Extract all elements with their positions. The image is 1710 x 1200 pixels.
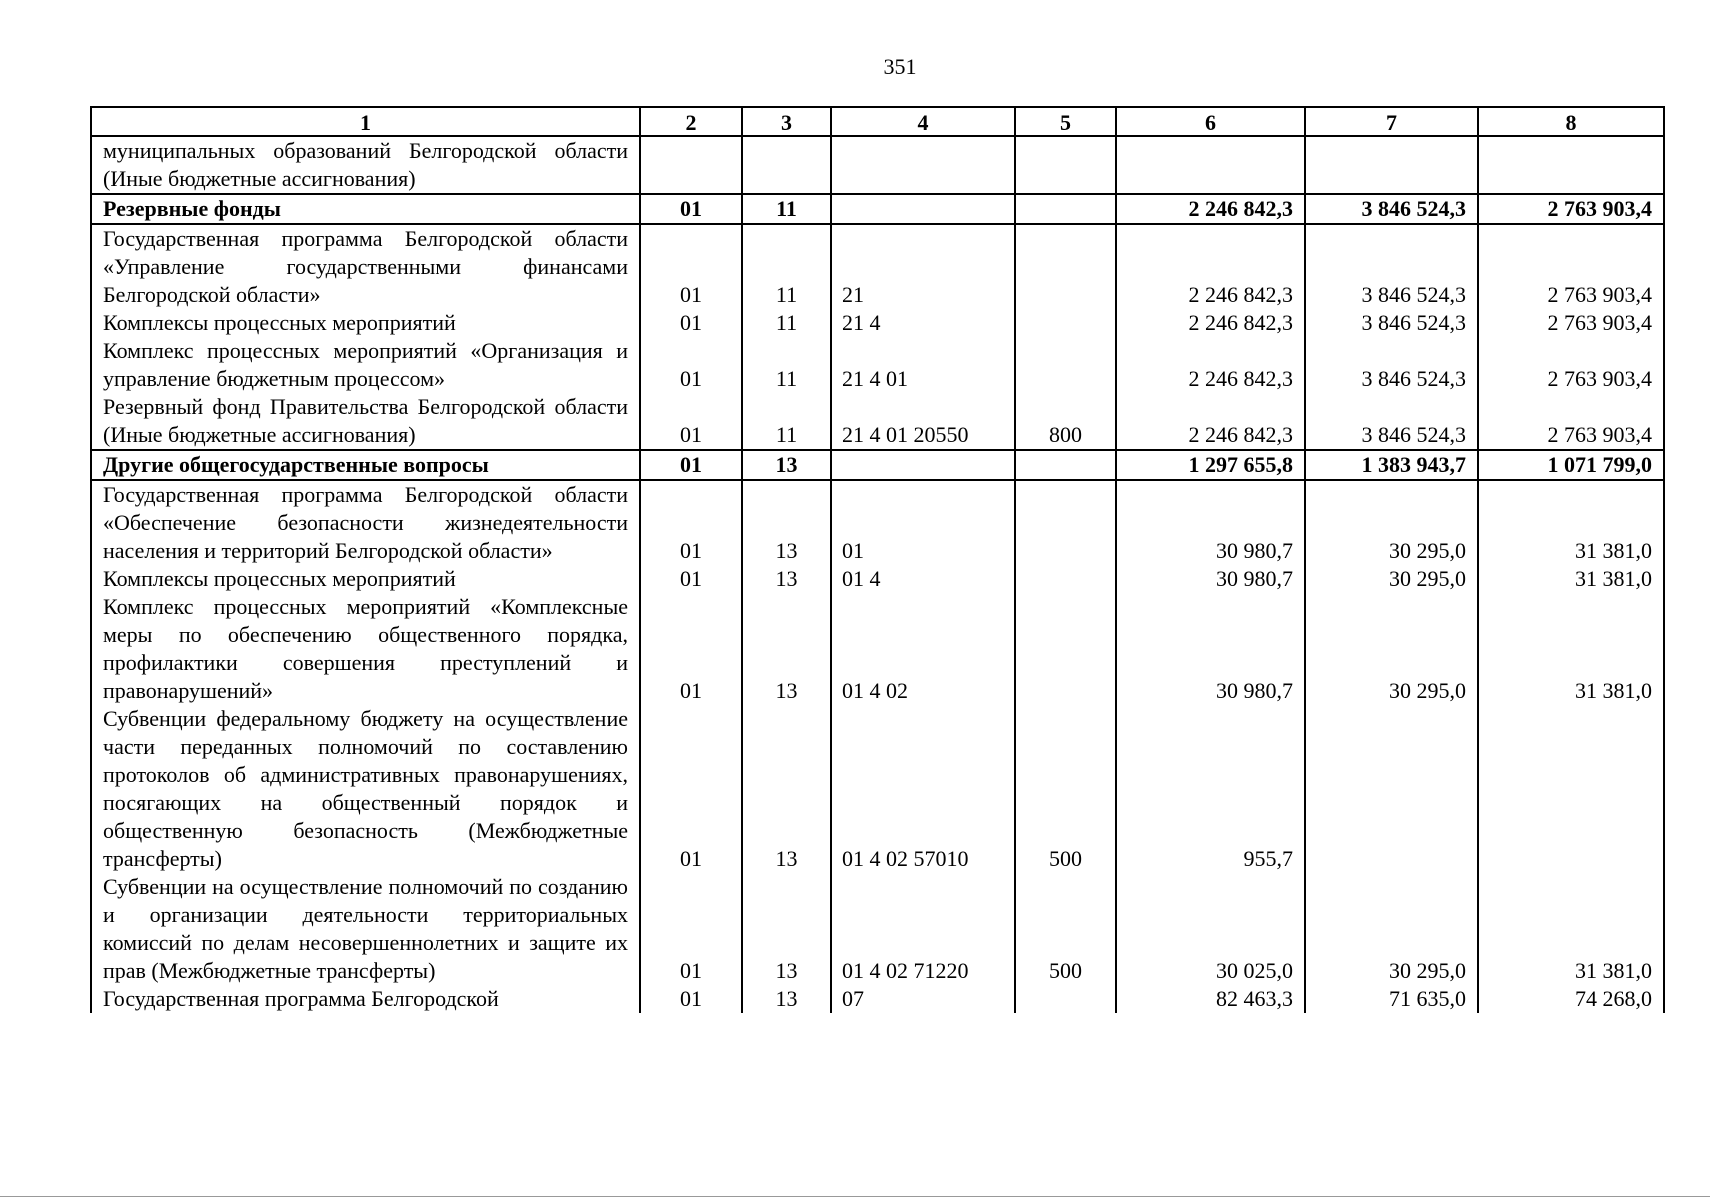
section-code: 01 bbox=[640, 393, 742, 450]
amount-col-6: 1 297 655,8 bbox=[1116, 450, 1305, 480]
table-row bbox=[91, 705, 1664, 873]
amount-col-7: 30 295,0 bbox=[1305, 593, 1478, 705]
section-code: 01 bbox=[640, 337, 742, 393]
amount-col-6: 955,7 bbox=[1116, 705, 1305, 873]
table-row bbox=[91, 565, 1664, 593]
column-header-1: 1 bbox=[91, 107, 640, 136]
page-bottom-edge bbox=[0, 1196, 1710, 1197]
item-name: Другие общегосударственные вопросы bbox=[91, 450, 640, 480]
column-header-4: 4 bbox=[831, 107, 1015, 136]
table-row bbox=[91, 136, 1664, 194]
amount-col-7: 3 846 524,3 bbox=[1305, 194, 1478, 224]
amount-col-6: 2 246 842,3 bbox=[1116, 224, 1305, 309]
amount-col-8 bbox=[1478, 705, 1664, 873]
section-code: 01 bbox=[640, 705, 742, 873]
table-row bbox=[91, 393, 1664, 450]
section-code: 01 bbox=[640, 873, 742, 985]
amount-col-8: 31 381,0 bbox=[1478, 873, 1664, 985]
amount-col-8: 31 381,0 bbox=[1478, 565, 1664, 593]
amount-col-8: 2 763 903,4 bbox=[1478, 393, 1664, 450]
amount-col-8: 31 381,0 bbox=[1478, 480, 1664, 565]
item-name: Комплекс процессных мероприятий «Комплексные меры по обеспечению общественного порядка, профилактики совершения преступлений и правонарушений» bbox=[91, 593, 640, 705]
amount-col-7 bbox=[1305, 705, 1478, 873]
expense-type-code bbox=[1015, 565, 1116, 593]
column-header-6: 6 bbox=[1116, 107, 1305, 136]
target-article-code: 21 4 01 bbox=[831, 337, 1015, 393]
expense-type-code bbox=[1015, 985, 1116, 1013]
table-row bbox=[91, 985, 1664, 1013]
section-code: 01 bbox=[640, 985, 742, 1013]
subsection-code: 11 bbox=[742, 194, 831, 224]
expense-type-code: 500 bbox=[1015, 873, 1116, 985]
target-article-code bbox=[831, 194, 1015, 224]
section-code: 01 bbox=[640, 480, 742, 565]
amount-col-7: 71 635,0 bbox=[1305, 985, 1478, 1013]
section-code: 01 bbox=[640, 450, 742, 480]
expense-type-code bbox=[1015, 136, 1116, 194]
amount-col-8 bbox=[1478, 136, 1664, 194]
subsection-code: 11 bbox=[742, 224, 831, 309]
table-section-row bbox=[91, 194, 1664, 224]
item-name: Резервные фонды bbox=[91, 194, 640, 224]
amount-col-7: 3 846 524,3 bbox=[1305, 393, 1478, 450]
amount-col-6: 30 980,7 bbox=[1116, 480, 1305, 565]
item-name: Комплексы процессных мероприятий bbox=[91, 565, 640, 593]
budget-table bbox=[90, 106, 1665, 1013]
expense-type-code bbox=[1015, 224, 1116, 309]
item-name: Комплекс процессных мероприятий «Организация и управление бюджетным процессом» bbox=[91, 337, 640, 393]
section-code bbox=[640, 136, 742, 194]
expense-type-code bbox=[1015, 194, 1116, 224]
target-article-code: 21 4 01 20550 bbox=[831, 393, 1015, 450]
subsection-code: 13 bbox=[742, 565, 831, 593]
item-name: Государственная программа Белгородской области «Управление государственными финансами Белгородской области» bbox=[91, 224, 640, 309]
expense-type-code bbox=[1015, 337, 1116, 393]
section-code: 01 bbox=[640, 593, 742, 705]
column-header-8: 8 bbox=[1478, 107, 1664, 136]
expense-type-code: 500 bbox=[1015, 705, 1116, 873]
amount-col-6: 30 025,0 bbox=[1116, 873, 1305, 985]
expense-type-code bbox=[1015, 593, 1116, 705]
amount-col-7: 3 846 524,3 bbox=[1305, 337, 1478, 393]
expense-type-code bbox=[1015, 309, 1116, 337]
table-section-row bbox=[91, 450, 1664, 480]
table-row bbox=[91, 873, 1664, 985]
item-name: Резервный фонд Правительства Белгородской области (Иные бюджетные ассигнования) bbox=[91, 393, 640, 450]
subsection-code: 13 bbox=[742, 873, 831, 985]
amount-col-8: 2 763 903,4 bbox=[1478, 309, 1664, 337]
target-article-code: 01 4 bbox=[831, 565, 1015, 593]
amount-col-8: 31 381,0 bbox=[1478, 593, 1664, 705]
target-article-code: 21 bbox=[831, 224, 1015, 309]
subsection-code bbox=[742, 136, 831, 194]
amount-col-8: 2 763 903,4 bbox=[1478, 224, 1664, 309]
amount-col-6: 2 246 842,3 bbox=[1116, 337, 1305, 393]
subsection-code: 13 bbox=[742, 450, 831, 480]
amount-col-6: 2 246 842,3 bbox=[1116, 393, 1305, 450]
column-header-2: 2 bbox=[640, 107, 742, 136]
target-article-code: 01 4 02 bbox=[831, 593, 1015, 705]
section-code: 01 bbox=[640, 309, 742, 337]
amount-col-6: 82 463,3 bbox=[1116, 985, 1305, 1013]
amount-col-8: 2 763 903,4 bbox=[1478, 337, 1664, 393]
subsection-code: 11 bbox=[742, 393, 831, 450]
target-article-code: 01 4 02 71220 bbox=[831, 873, 1015, 985]
column-header-3: 3 bbox=[742, 107, 831, 136]
target-article-code: 01 bbox=[831, 480, 1015, 565]
target-article-code bbox=[831, 450, 1015, 480]
subsection-code: 13 bbox=[742, 985, 831, 1013]
table-row bbox=[91, 224, 1664, 309]
section-code: 01 bbox=[640, 565, 742, 593]
item-name: Государственная программа Белгородской области «Обеспечение безопасности жизнедеятельности населения и территорий Белгородской области» bbox=[91, 480, 640, 565]
amount-col-8: 74 268,0 bbox=[1478, 985, 1664, 1013]
amount-col-7: 3 846 524,3 bbox=[1305, 224, 1478, 309]
table-header-row bbox=[91, 107, 1664, 136]
amount-col-7 bbox=[1305, 136, 1478, 194]
amount-col-8: 2 763 903,4 bbox=[1478, 194, 1664, 224]
amount-col-7: 30 295,0 bbox=[1305, 480, 1478, 565]
table-row bbox=[91, 337, 1664, 393]
subsection-code: 11 bbox=[742, 337, 831, 393]
expense-type-code bbox=[1015, 450, 1116, 480]
amount-col-6: 30 980,7 bbox=[1116, 565, 1305, 593]
amount-col-7: 30 295,0 bbox=[1305, 873, 1478, 985]
subsection-code: 13 bbox=[742, 480, 831, 565]
amount-col-6 bbox=[1116, 136, 1305, 194]
subsection-code: 13 bbox=[742, 705, 831, 873]
target-article-code: 01 4 02 57010 bbox=[831, 705, 1015, 873]
column-header-5: 5 bbox=[1015, 107, 1116, 136]
item-name: Субвенции на осуществление полномочий по созданию и организации деятельности территориальных комиссий по делам несовершеннолетних и защите их прав (Межбюджетные трансферты) bbox=[91, 873, 640, 985]
table-row bbox=[91, 309, 1664, 337]
amount-col-7: 3 846 524,3 bbox=[1305, 309, 1478, 337]
expense-type-code: 800 bbox=[1015, 393, 1116, 450]
table-body bbox=[91, 136, 1664, 1013]
target-article-code: 07 bbox=[831, 985, 1015, 1013]
table-row bbox=[91, 480, 1664, 565]
item-name: Субвенции федеральному бюджету на осуществление части переданных полномочий по составлению протоколов об административных правонарушениях, посягающих на общественный порядок и общественную безопасность (Межбюджетные трансферты) bbox=[91, 705, 640, 873]
expense-type-code bbox=[1015, 480, 1116, 565]
amount-col-7: 1 383 943,7 bbox=[1305, 450, 1478, 480]
item-name: Комплексы процессных мероприятий bbox=[91, 309, 640, 337]
column-header-7: 7 bbox=[1305, 107, 1478, 136]
section-code: 01 bbox=[640, 224, 742, 309]
subsection-code: 13 bbox=[742, 593, 831, 705]
item-name: муниципальных образований Белгородской области (Иные бюджетные ассигнования) bbox=[91, 136, 640, 194]
amount-col-7: 30 295,0 bbox=[1305, 565, 1478, 593]
target-article-code bbox=[831, 136, 1015, 194]
item-name: Государственная программа Белгородской bbox=[91, 985, 640, 1013]
table-row bbox=[91, 593, 1664, 705]
amount-col-8: 1 071 799,0 bbox=[1478, 450, 1664, 480]
amount-col-6: 2 246 842,3 bbox=[1116, 309, 1305, 337]
section-code: 01 bbox=[640, 194, 742, 224]
page-number: 351 bbox=[883, 54, 917, 79]
amount-col-6: 2 246 842,3 bbox=[1116, 194, 1305, 224]
subsection-code: 11 bbox=[742, 309, 831, 337]
target-article-code: 21 4 bbox=[831, 309, 1015, 337]
amount-col-6: 30 980,7 bbox=[1116, 593, 1305, 705]
